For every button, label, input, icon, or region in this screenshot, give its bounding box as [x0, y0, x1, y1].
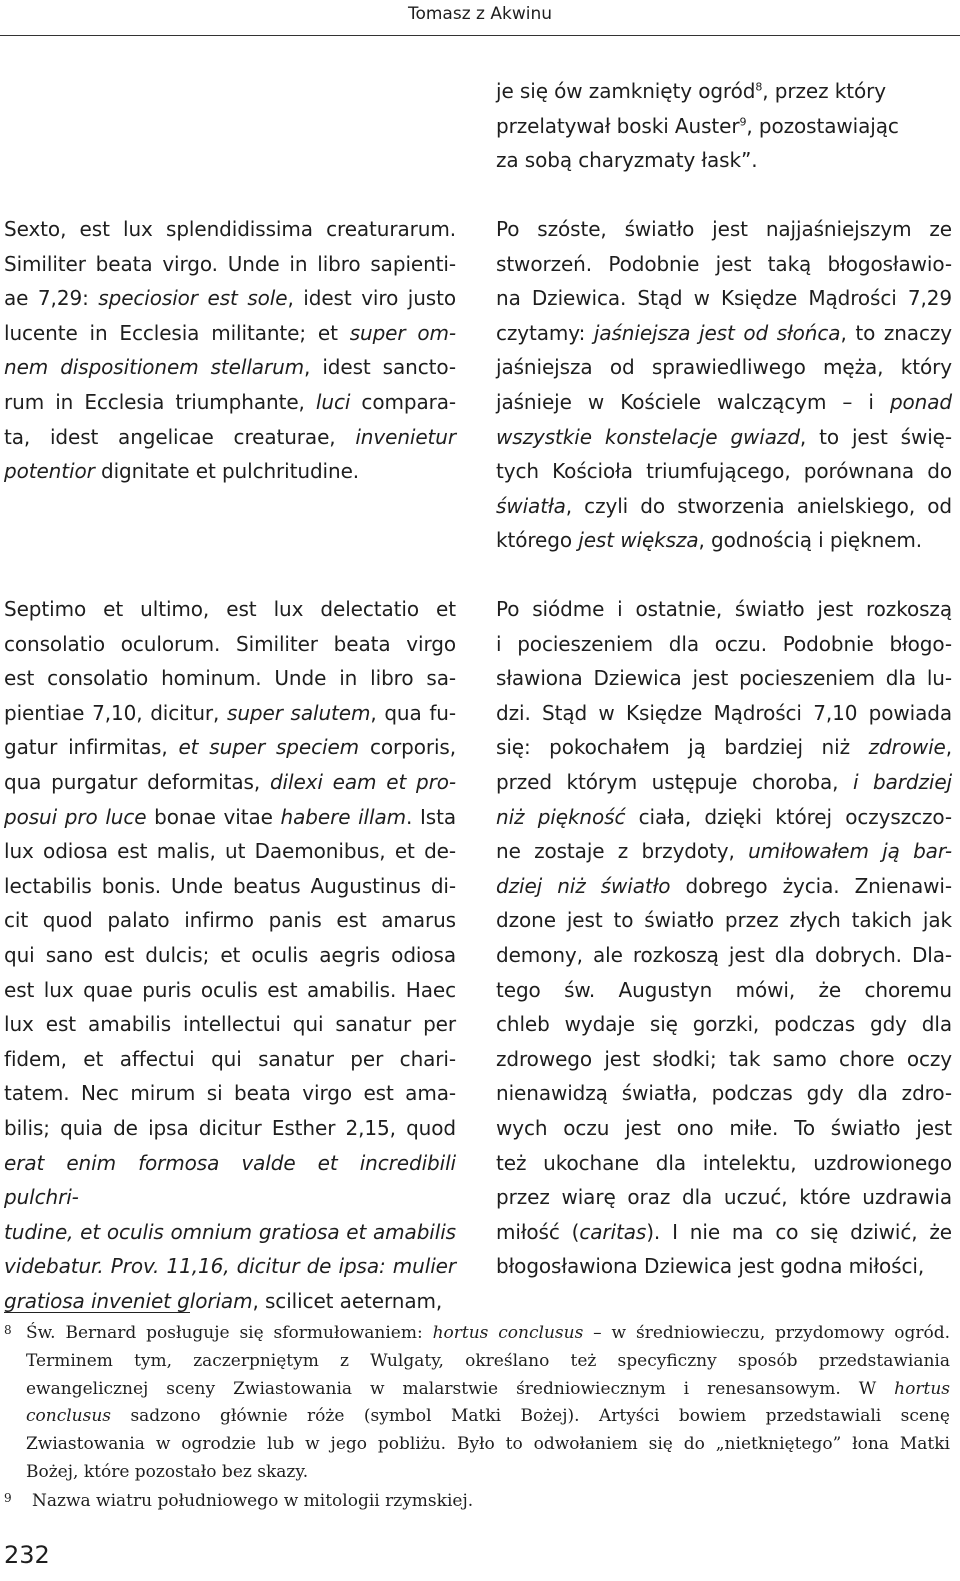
text-line: dzi. Stąd w Księdze Mądrości 7,10 powiada	[496, 700, 952, 725]
text-line: gatur infirmitas, et super speciem corporis,	[4, 735, 456, 760]
footnote-text	[26, 1320, 950, 1487]
footnote-ref-8[interactable]: 8	[755, 80, 763, 94]
text-line: Bożej, które pozostało bez skazy.	[26, 1461, 309, 1482]
text-line: i pocieszeniem dla oczu. Podobnie błogo-	[496, 631, 952, 656]
text-line: ewangelicznej sceny Zwiastowania w malarstwie średniowiecznym i renesansowym. W hortus	[26, 1378, 950, 1399]
text-line: Septimo et ultimo, est lux delectatio et	[4, 597, 456, 621]
text-line: bilis; quia de ipsa dicitur Esther 2,15, quod	[4, 1115, 456, 1140]
text-line: niż piękność ciała, dzięki której oczyszczo-	[496, 804, 952, 829]
text-line: gratiosa inveniet gloriam, scilicet aeternam,	[4, 1288, 443, 1313]
polish-intro-text	[496, 74, 899, 178]
text-line: lucente in Ecclesia militante; et super om-	[4, 320, 457, 345]
text-line: się: pokochałem ją bardziej niż zdrowie,	[496, 735, 952, 760]
text-line: tudine, et oculis omnium gratiosa et amabilis	[4, 1219, 456, 1244]
text-line: erat enim formosa valde et incredibili pulchri-	[4, 1150, 456, 1210]
text-line: sławiona Dziewica jest pocieszeniem dla lu-	[496, 666, 952, 691]
running-head-title: Tomasz z Akwinu	[407, 4, 553, 24]
text-line: ta, idest angelicae creaturae, invenietur	[4, 424, 456, 449]
text-line: ae 7,29: speciosior est sole, idest viro justo	[4, 286, 457, 311]
text-line: przed którym ustępuje choroba, i bardziej	[496, 769, 952, 794]
text-line: fidem, et affectui qui sanatur per chari-	[4, 1046, 456, 1071]
text-line: tych Kościoła triumfującego, porównana do	[496, 459, 952, 484]
footnote-number: 8	[4, 1323, 12, 1337]
text-line: na Dziewica. Stąd w Księdze Mądrości 7,29	[496, 286, 952, 311]
footnote-text	[32, 1488, 956, 1516]
text-line: za sobą charyzmaty łask”.	[496, 148, 758, 173]
text-line: przez wiarę oraz dla uczuć, które uzdrawia	[496, 1185, 952, 1210]
text-line: Nazwa wiatru południowego w mitologii rzymskiej.	[32, 1491, 474, 1511]
text-line: Similiter beata virgo. Unde in libro sapienti-	[4, 251, 456, 276]
text-line: lux est amabilis intellectui qui sanatur per	[4, 1012, 456, 1037]
text-line: nienawidzą światła, podczas gdy dla zdro-	[496, 1081, 952, 1106]
text-line: est consolatio hominum. Unde in libro sa-	[4, 666, 456, 691]
text-line: tatem. Nec mirum si beata virgo est ama-	[4, 1081, 456, 1106]
text-line: Św. Bernard posługuje się sformułowaniem: hortus conclusus – w średniowieczu, przydomowy ogród.	[26, 1323, 950, 1343]
text-line: ne zostaje z brzydoty, umiłowałem ją bar-	[496, 839, 952, 864]
text-line: consolatio oculorum. Similiter beata virgo	[4, 631, 456, 656]
footnote-number: 9	[4, 1491, 12, 1505]
text-line: qua purgatur deformitas, dilexi eam et pro-	[4, 769, 457, 794]
text-line: jaśnieje w Kościele walczącym – i ponad	[496, 389, 952, 414]
text-line: też ukochane dla intelektu, uzdrowionego	[496, 1150, 952, 1175]
text-line: je się ów zamknięty ogród$^8$, przez który	[496, 79, 886, 103]
text-line: Sexto, est lux splendidissima creaturarum.	[4, 217, 456, 241]
text-line: błogosławiona Dziewica jest godna miłości,	[496, 1254, 925, 1279]
text-line: Po siódme i ostatnie, światło jest rozkoszą	[496, 597, 952, 621]
text-line: stworzeń. Podobnie jest taką błogosławio-	[496, 251, 952, 276]
text-line: jaśniejsza od sprawiedliwego męża, który	[496, 355, 952, 380]
text-line: przelatywał boski Auster$^9$, pozostawiając	[496, 113, 899, 138]
page-number: 232	[4, 1541, 50, 1569]
text-line: lectabilis bonis. Unde beatus Augustinus di-	[4, 873, 456, 898]
text-line: wszystkie konstelacje gwiazd, to jest świę-	[496, 424, 952, 449]
text-line: cit quod palato infirmo panis est amarus	[4, 908, 456, 933]
text-line: zdrowego jest słodki; tak samo chore oczy	[496, 1046, 952, 1071]
text-line: videbatur. Prov. 11,16, dicitur de ipsa: mulier	[4, 1254, 456, 1279]
text-line: qui sano est dulcis; et oculis aegris odiosa	[4, 942, 456, 967]
text-line: światła, czyli do stworzenia anielskiego, od	[496, 493, 952, 518]
text-line: pientiae 7,10, dicitur, super salutem, qua fu-	[4, 700, 457, 725]
text-line: czytamy: jaśniejsza jest od słońca, to znaczy	[496, 320, 952, 345]
text-line: Zwiastowania w ogrodzie lub w jego pobliżu. Było to odwołaniem się do „nietkniętego” łona Matki	[26, 1434, 950, 1455]
footnote-divider	[4, 1312, 190, 1313]
text-line: est lux quae puris oculis est amabilis. Haec	[4, 977, 456, 1002]
text-line: conclusus sadzono głównie róże (symbol Matki Bożej). Artyści bowiem przedstawiali scenę	[26, 1406, 950, 1427]
text-line: nem dispositionem stellarum, idest sancto-	[4, 355, 456, 380]
text-line: dzone jest to światło przez złych takich jak	[496, 908, 952, 933]
text-line: Terminem tym, zaczerpniętym z Wulgaty, określano też specyficzny sposób przedstawiania	[26, 1350, 950, 1371]
text-line: lux odiosa est malis, ut Daemonibus, et de-	[4, 839, 456, 864]
text-line: potentior dignitate et pulchritudine.	[4, 459, 360, 484]
text-line: demony, ale rozkoszą jest dla dobrych. Dla-	[496, 942, 952, 967]
text-line: wych oczu jest ono miłe. To światło jest	[496, 1115, 952, 1140]
text-line: tego św. Augustyn mówi, że choremu	[496, 977, 952, 1002]
text-line: chleb wydaje się gorzki, podczas gdy dla	[496, 1012, 952, 1037]
text-line: którego jest większa, godnością i pięknem.	[496, 528, 923, 553]
text-line: rum in Ecclesia triumphante, luci compara-	[4, 389, 456, 414]
text-line: posui pro luce bonae vitae habere illam. Ista	[4, 804, 456, 829]
text-line: dziej niż światło dobrego życia. Znienawi-	[496, 873, 952, 898]
text-line: Po szóste, światło jest najjaśniejszym ze	[496, 217, 952, 241]
text-line: miłość (caritas). I nie ma co się dziwić, że	[496, 1219, 952, 1244]
running-head	[0, 0, 960, 36]
footnote-ref-9[interactable]: 9	[739, 114, 747, 128]
